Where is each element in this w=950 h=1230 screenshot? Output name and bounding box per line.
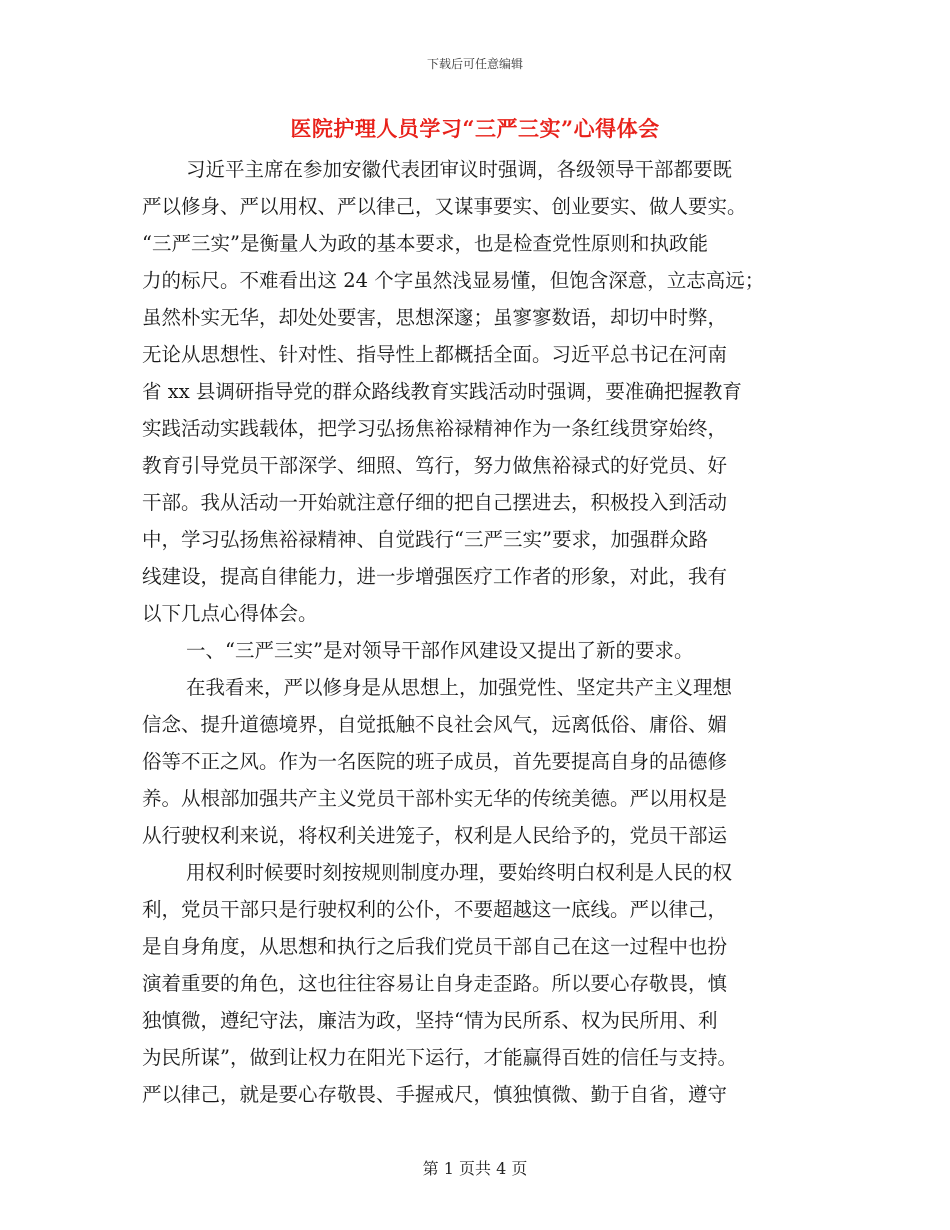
paragraph-line: 力的标尺。不难看出这 24 个字虽然浅显易懂，但饱含深意，立志高远； [142,269,765,292]
paragraph-line: 实践活动实践载体，把学习弘扬焦裕禄精神作为一条红线贯穿始终， [142,417,728,440]
paragraph-line: 演着重要的角色，这也往往容易让自身走歪路。所以要心存敬畏，慎 [142,972,728,995]
paragraph-line: 中，学习弘扬焦裕禄精神、自觉践行“三严三实”要求，加强群众路 [142,528,708,551]
paragraph-line: 为民所谋”，做到让权力在阳光下运行，才能赢得百姓的信任与支持。 [142,1046,737,1069]
paragraph-line: 以下几点心得体会。 [142,602,318,625]
paragraph-line: 用权利时候要时刻按规则制度办理，要始终明白权利是人民的权 [186,861,733,884]
paragraph-line: 干部。我从活动一开始就注意仔细的把自己摆进去，积极投入到活动 [142,491,728,514]
paragraph-line: 在我看来，严以修身是从思想上，加强党性、坚定共产主义理想 [186,676,733,699]
paragraph-line: 独慎微，遵纪守法，廉洁为政，坚持“情为民所系、权为民所用、利 [142,1009,718,1032]
paragraph-line: 线建设，提高自律能力，进一步增强医疗工作者的形象，对此，我有 [142,565,728,588]
document-title: 医院护理人员学习“三严三实”心得体会 [290,116,660,141]
section-heading: 一、“三严三实”是对领导干部作风建设又提出了新的要求。 [186,639,694,662]
paragraph-line: 教育引导党员干部深学、细照、笃行，努力做焦裕禄式的好党员、好 [142,454,728,477]
paragraph-line: “三严三实”是衡量人为政的基本要求，也是检查党性原则和执政能 [142,232,708,255]
paragraph-line: 从行驶权利来说，将权利关进笼子，权利是人民给予的，党员干部运 [142,824,728,847]
paragraph-line: 是自身角度，从思想和执行之后我们党员干部自己在这一过程中也扮 [142,935,728,958]
paragraph-line: 俗等不正之风。作为一名医院的班子成员，首先要提高自身的品德修 [142,750,728,773]
paragraph-line: 严以律己，就是要心存敬畏、手握戒尺，慎独慎微、勤于自省，遵守 [142,1083,728,1106]
paragraph-line: 利，党员干部只是行驶权利的公仆，不要超越这一底线。严以律己， [142,898,728,921]
page-header-note: 下载后可任意编辑 [426,57,523,71]
page-number: 第 1 页共 4 页 [422,1159,528,1178]
paragraph-line: 无论从思想性、针对性、指导性上都概括全面。习近平总书记在河南 [142,343,728,366]
paragraph-line: 习近平主席在参加安徽代表团审议时强调，各级领导干部都要既 [186,158,733,181]
paragraph-line: 省 xx 县调研指导党的群众路线教育实践活动时强调，要准确把握教育 [142,380,742,403]
paragraph-line: 虽然朴实无华，却处处要害，思想深邃；虽寥寥数语，却切中时弊， [142,306,728,329]
paragraph-line: 严以修身、严以用权、严以律己，又谋事要实、创业要实、做人要实。 [142,195,747,218]
paragraph-line: 养。从根部加强共产主义党员干部朴实无华的传统美德。严以用权是 [142,787,728,810]
paragraph-line: 信念、提升道德境界，自觉抵触不良社会风气，远离低俗、庸俗、媚 [142,713,728,736]
